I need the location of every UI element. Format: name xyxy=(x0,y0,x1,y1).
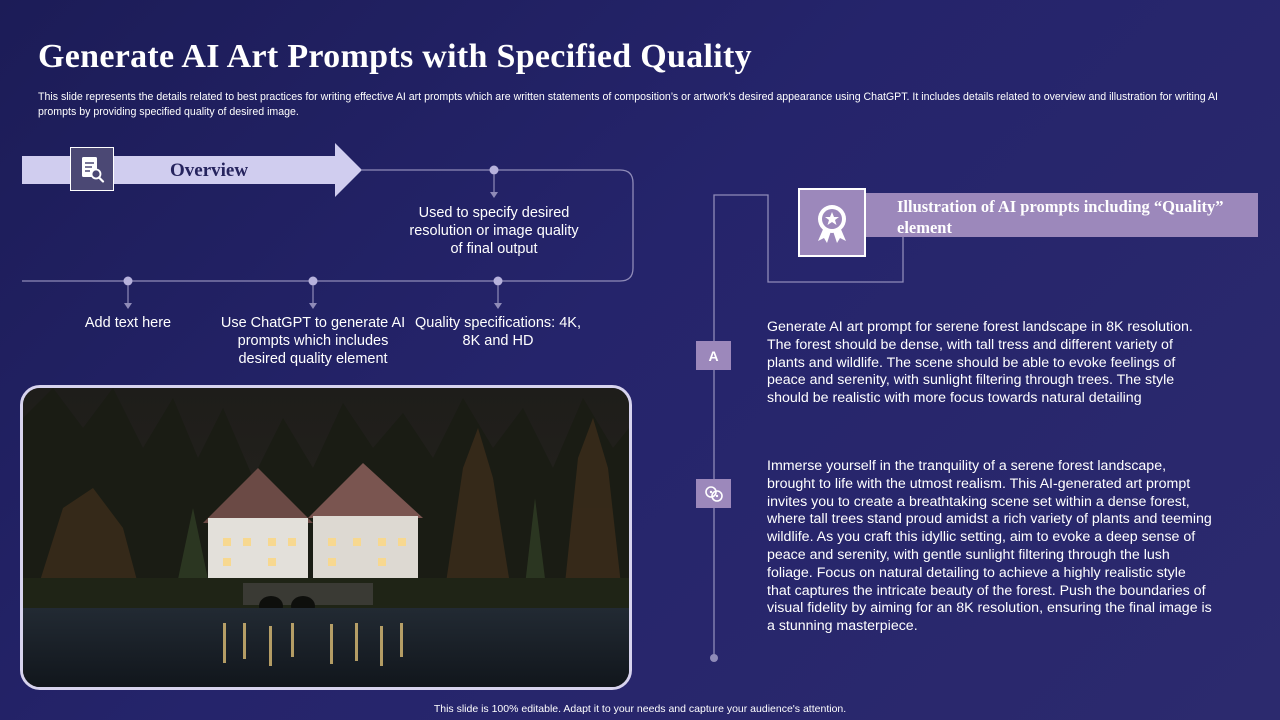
overview-point-3: Quality specifications: 4K, 8K and HD xyxy=(414,315,582,349)
marker-a: A xyxy=(696,341,731,370)
document-search-icon xyxy=(70,147,114,191)
chatgpt-icon xyxy=(696,479,731,508)
point-pin-1 xyxy=(124,277,133,310)
footer-note: This slide is 100% editable. Adapt it to your needs and capture your audience's attention. xyxy=(433,703,847,715)
illustration-prompt-a: Generate AI art prompt for serene forest landscape in 8K resolution. The forest should be dense, with tall tress and different variety of plants and wildlife. The scene should be able to evoke feelings of peace and serenity, with sunlight filtering through trees. The style should be realistic with more focus towards natural detailing xyxy=(767,319,1193,407)
award-badge-icon xyxy=(798,188,866,257)
overview-label: Overview xyxy=(170,160,249,181)
point-pin-2 xyxy=(309,277,318,310)
overview-point-2: Use ChatGPT to generate AI prompts which includes desired quality element xyxy=(220,315,406,367)
overview-top-note: Used to specify desired resolution or image quality of final output xyxy=(409,205,579,257)
overview-point-1: Add text here xyxy=(84,315,172,331)
point-pin-3 xyxy=(494,277,503,310)
page-title: Generate AI Art Prompts with Specified Quality xyxy=(38,38,752,75)
page-subtitle: This slide represents the details related to best practices for writing effective AI art prompts which are written statements of composition’s or artwork’s desired appearance using ChatGPT. It includes details related to overview and illustration for writing AI prompts by providing specified quality of desired image. xyxy=(38,91,1219,118)
illustration-title: Illustration of AI prompts including “Quality” element xyxy=(897,197,1224,237)
illustration-line-end-dot xyxy=(710,654,718,662)
forest-house-photo xyxy=(20,385,632,690)
illustration-prompt-b: Immerse yourself in the tranquility of a serene forest landscape, brought to life with the utmost realism. This AI-generated art prompt invites you to create a breathtaking scene set within a dense forest, where tall trees stand proud amidst a rich variety of plants and teeming wildlife. As you craft this idyllic setting, aim to evoke a deep sense of peace and serenity, with gentle sunlight filtering through the lush foliage. Focus on natural detailing to achieve a highly realistic style that captures the intricate beauty of the forest. Push the boundaries of visual fidelity by aiming for an 8K resolution, ensuring the final image is a stunning masterpiece. xyxy=(767,458,1212,635)
top-note-pin xyxy=(490,166,499,199)
